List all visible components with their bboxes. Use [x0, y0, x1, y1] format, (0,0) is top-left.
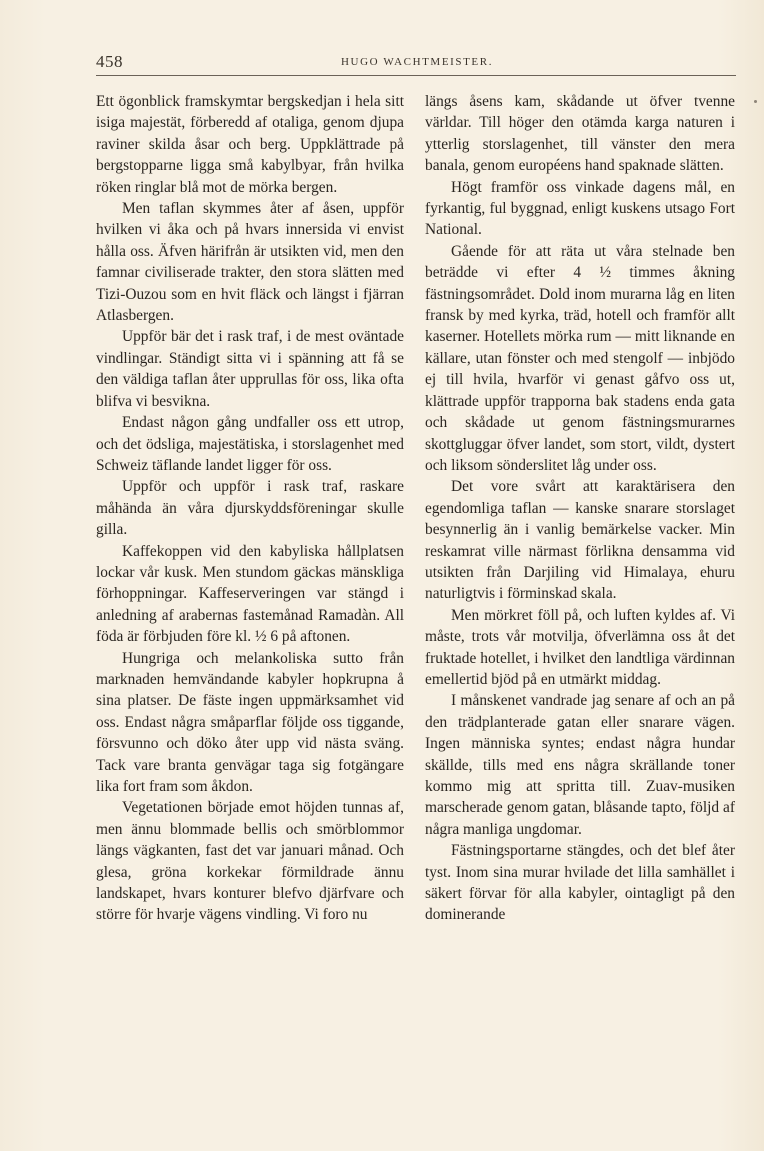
paragraph: Fästningsportarne stängdes, och det blef åter tyst. Inom sina murar hvilade det lilla samhället i säkert förvar för alla kabyler, ointagligt på den dominerande	[425, 842, 735, 924]
right-column	[425, 91, 735, 926]
left-column	[96, 91, 404, 926]
paragraph: Uppför bär det i rask traf, i de mest oväntade vindlingar. Ständigt sitta vi i spänning att få se den väldiga taflan åter upprullas för oss, lika ofta blifva vi besvikna.	[96, 328, 404, 410]
paragraph: Endast någon gång undfaller oss ett utrop, och det ödsliga, majestätiska, i storslagenhet med Schweiz täflande landet ligger för oss.	[96, 414, 404, 474]
paragraph: Uppför och uppför i rask traf, raskare måhända än våra djurskyddsföreningar skulle gilla.	[96, 478, 404, 539]
paragraph: I månskenet vandrade jag senare af och an på den trädplanterade gatan eller snarare vägen. Ingen människa syntes; endast några hundar skällde, tills med ens några skrällande toner kommo mig att spritta till. Zuav-musiken marscherade genom gatan, blåsande tapto, följd af några manliga ungdomar.	[425, 692, 735, 838]
margin-mark	[754, 100, 757, 103]
paragraph: Ett ögonblick framskymtar bergskedjan i hela sitt isiga majestät, förberedd af otaliga, genom djupa raviner skilda åsar och berg. Uppklättrade på bergstopparne ligga små kabylbyar, från hvilka röken ringlar blå mot de mörka bergen.	[96, 93, 404, 196]
header-rule	[96, 75, 736, 76]
paragraph: Gående för att räta ut våra stelnade ben beträdde vi efter 4 ½ timmes åkning fästningsområdet. Dold inom murarna låg en liten fransk by med kyrka, träd, hotell och framför allt kaserner. Hotellets mörka rum — mitt liknande en källare, utan fönster och med stengolf — inbjödo ej till hvila, hvarför vi genast gåfvo oss ut, klättrade uppför trapporna bak stadens enda gata och skådade ut genom fästningsmurarnes skottgluggar öfver landet, som stort, vildt, dystert och liksom sönderslitet låg under oss.	[425, 242, 735, 474]
page-header	[96, 50, 736, 76]
page-number: 458	[96, 52, 123, 71]
paragraph: Det vore svårt att karaktärisera den egendomliga taflan — kanske snarare storslaget besynnerlig än i vanlig bemärkelse vacker. Min reskamrat ville närmast förlikna densamma vid utsikten från Darjiling vid Himalaya, ehuru naturligtvis i förminskad skala.	[425, 478, 735, 603]
paragraph: Högt framför oss vinkade dagens mål, en fyrkantig, ful byggnad, enligt kuskens utsago Fort National.	[425, 178, 735, 239]
paragraph: Men taflan skymmes åter af åsen, uppför hvilken vi åka och på hvars innersida vi envist hålla oss. Äfven härifrån är utsikten vid, men den famnar civiliserade trakter, den stora slätten med Tizi-Ouzou som en hvit fläck och längst i fjärran Atlasbergen.	[96, 200, 404, 325]
paragraph: längs åsens kam, skådande ut öfver tvenne världar. Till höger den otämda karga naturen i ytterlig storslagenhet, till vänster den mera banala, genom européens hand spaknade slätten.	[425, 93, 735, 175]
paragraph: Kaffekoppen vid den kabyliska hållplatsen lockar vår kusk. Men stundom gäckas mänskliga förhoppningar. Kaffeserveringen var stängd i anledning af arabernas fastemånad Ramadàn. All föda är förbjuden före kl. ½ 6 på aftonen.	[96, 542, 404, 646]
paragraph: Men mörkret föll på, och luften kyldes af. Vi måste, trots vår motvilja, öfverlämna oss åt det fruktade hotellet, i hvilket den landtliga värdinnan emellertid bjöd på en utmärkt middag.	[425, 606, 735, 688]
paragraph: Vegetationen började emot höjden tunnas af, men ännu blommade bellis och smörblommor längs vägkanten, fast det var januari månad. Och glesa, gröna korkekar förmildrade ännu landskapet, hvars konturer blefvo djärfvare och större för hvarje vägens vindling. Vi foro nu	[96, 799, 404, 924]
running-head: HUGO WACHTMEISTER.	[341, 56, 494, 68]
paragraph: Hungriga och melankoliska sutto från marknaden hemvändande kabyler hopkrupna å sina platser. De fäste ingen uppmärksamhet vid oss. Endast några småparflar följde oss tiggande, försvunno och döko åter upp vid nästa sväng. Tack vare branta genvägar taga sig fotgängare lika fort fram som åkdon.	[96, 649, 404, 795]
